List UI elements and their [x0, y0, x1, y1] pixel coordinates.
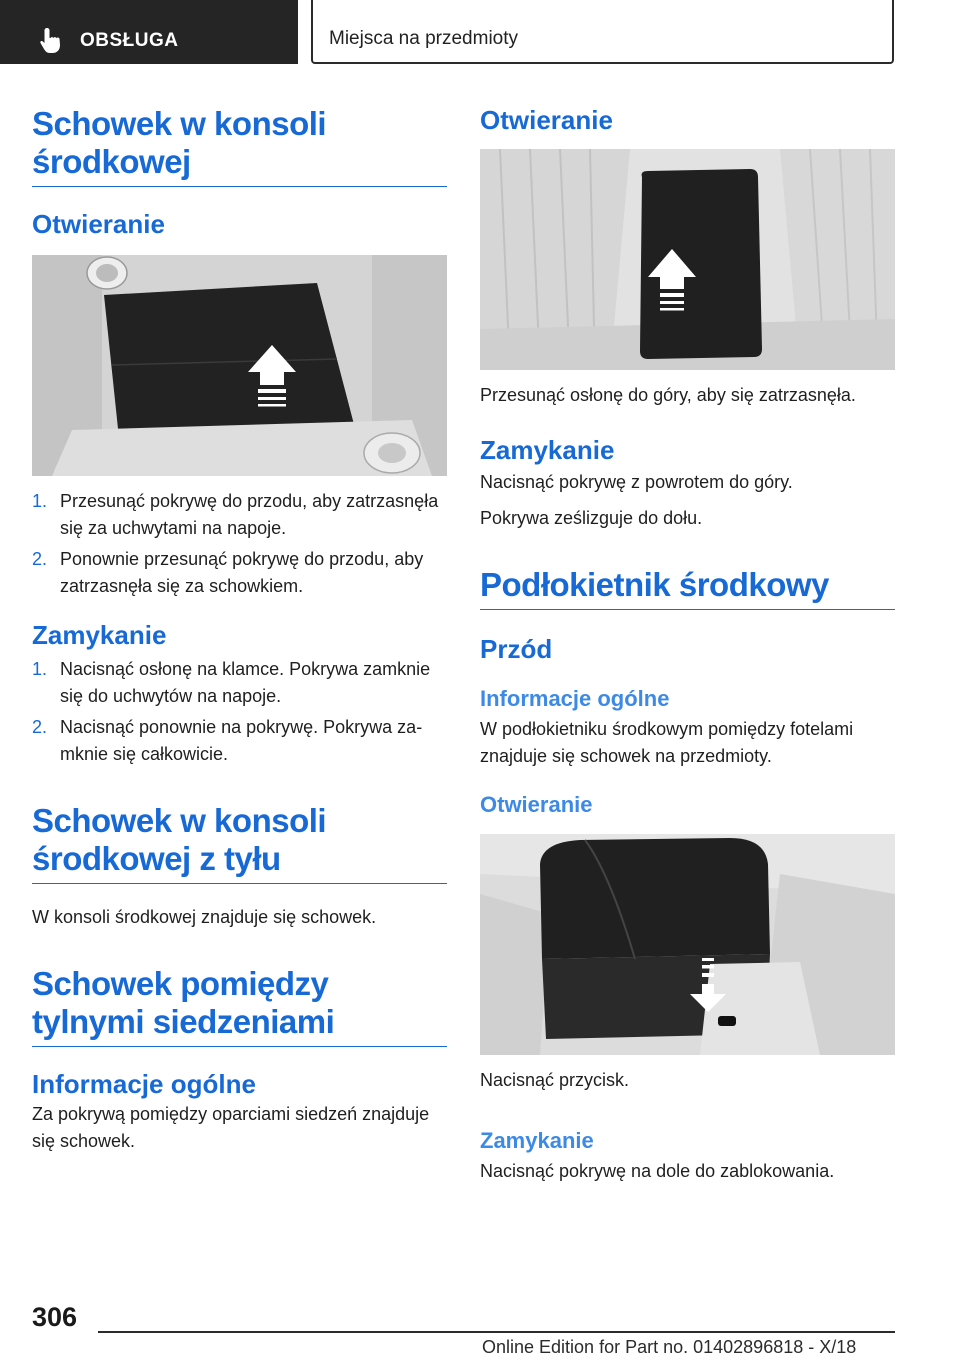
page-number: 306: [32, 1302, 78, 1332]
armrest-info-text: W podłokietniku środkowym pomiędzy fotelami znajduje się schowek na przedmioty.: [480, 719, 854, 766]
rear-console-title: Schowek w konsoli środkowej z tyłu: [32, 802, 447, 884]
footer-divider: [98, 1331, 895, 1333]
step-text: Ponownie przesunąć pokrywę do przodu, aby zatrzasnęła się za schowkiem.: [60, 549, 424, 596]
armrest-info-heading: Informacje ogólne: [480, 686, 670, 711]
armrest-opening-heading: Otwieranie: [480, 792, 593, 817]
step-number: 2.: [32, 549, 48, 569]
chapter-label: Miejsca na przedmioty: [329, 28, 519, 49]
step-text: Przesunąć pokrywę do przodu, aby zatrzasnęła się za uchwytami na napoje.: [60, 491, 439, 538]
edition-text: Online Edition for Part no. 01402896818 - X/18: [482, 1337, 857, 1357]
right-column: [480, 100, 895, 1185]
console-closing-heading: Zamykanie: [32, 620, 167, 650]
step-number: 1.: [32, 491, 48, 511]
rear-opening-figure: [480, 149, 895, 370]
list-item: [32, 656, 447, 710]
step-number: 2.: [32, 717, 48, 737]
armrest-closing-text: Nacisnąć pokrywę na dole do zablokowania.: [480, 1161, 835, 1181]
section-label: OBSŁUGA: [80, 30, 179, 51]
armrest-opening-text: Nacisnąć przycisk.: [480, 1070, 630, 1090]
rear-console-text: W konsoli środkowej znajduje się schowek.: [32, 907, 377, 927]
rear-closing-text-2: Pokrywa ześlizguje do dołu.: [480, 508, 703, 528]
list-item: [32, 714, 447, 768]
rear-closing-text-1: Nacisnąć pokrywę z powrotem do góry.: [480, 472, 793, 492]
rear-opening-text: Przesunąć osłonę do góry, aby się zatrzasnęła.: [480, 385, 856, 405]
chapter-box: [311, 0, 894, 64]
rear-opening-heading: Otwieranie: [480, 105, 613, 135]
armrest-opening-figure: [480, 834, 895, 1055]
hand-pointer-icon: [38, 26, 64, 54]
list-item: [32, 546, 447, 600]
list-item: [32, 488, 447, 542]
rear-closing-heading: Zamykanie: [480, 435, 615, 465]
left-column: [32, 100, 447, 1155]
step-text: Nacisnąć osłonę na klamce. Pokrywa zamknie się do uchwytów na napoje.: [60, 659, 431, 706]
console-title: Schowek w konsoli środkowej: [32, 105, 447, 187]
between-seats-info-heading: Informacje ogólne: [32, 1069, 256, 1099]
armrest-closing-heading: Zamykanie: [480, 1128, 594, 1153]
between-seats-title: Schowek pomiędzy tylnymi siedzeniami: [32, 965, 447, 1047]
section-tab: [0, 0, 298, 64]
armrest-title: Podłokietnik środkowy: [480, 566, 895, 610]
between-seats-info-text: Za pokrywą pomiędzy oparciami siedzeń znajduje się schowek.: [32, 1104, 430, 1151]
armrest-front-heading: Przód: [480, 634, 553, 664]
step-number: 1.: [32, 659, 48, 679]
console-opening-heading: Otwieranie: [32, 209, 165, 239]
console-opening-figure: [32, 255, 447, 476]
step-text: Nacisnąć ponownie na pokrywę. Pokrywa zamknie się całkowicie.: [60, 717, 423, 764]
